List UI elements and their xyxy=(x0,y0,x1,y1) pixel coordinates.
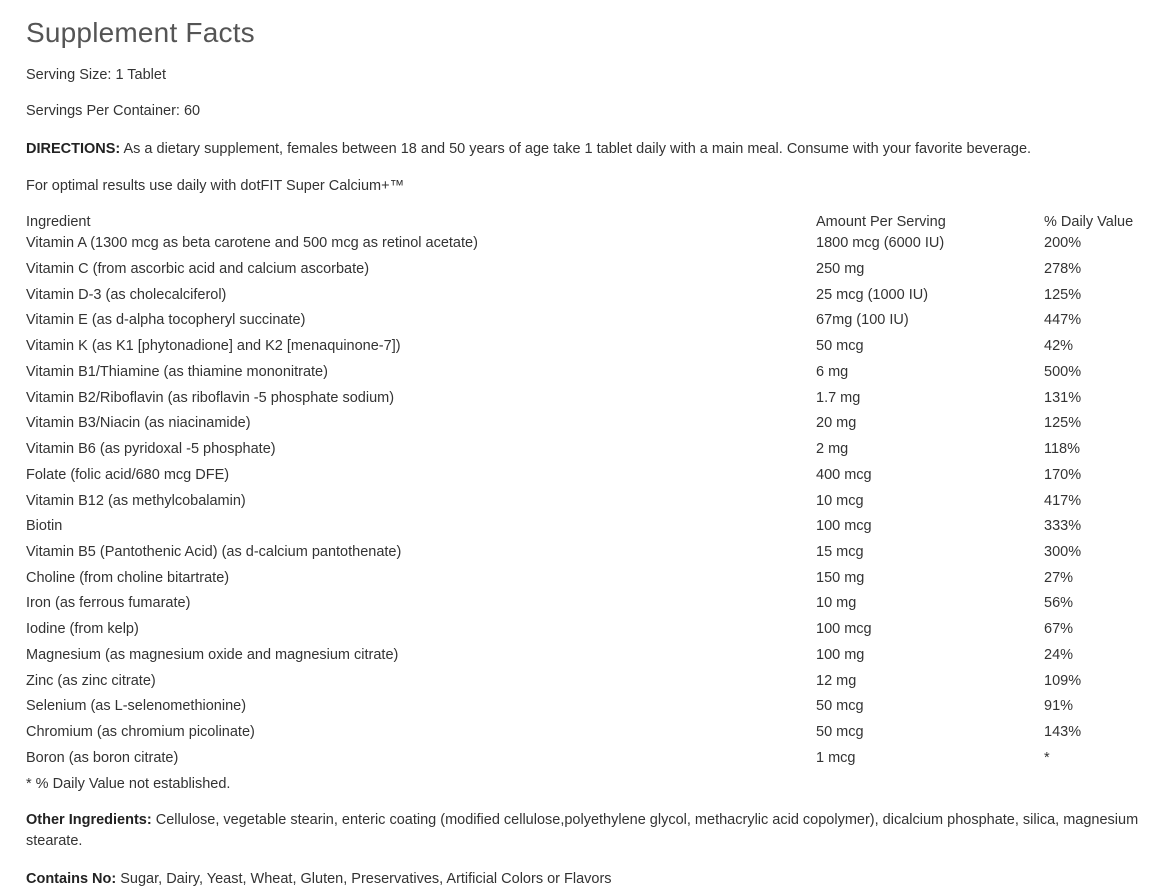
cell-amount: 2 mg xyxy=(816,441,849,458)
daily-value-footnote: * % Daily Value not established. xyxy=(26,776,231,793)
cell-ingredient: Vitamin K (as K1 [phytonadione] and K2 [menaquinone-7]) xyxy=(26,338,401,355)
directions-text: As a dietary supplement, females between 18 and 50 years of age take 1 tablet daily with a main meal. Consume with your favorite beverage. xyxy=(120,140,1032,157)
cell-amount: 6 mg xyxy=(816,363,849,380)
table-row xyxy=(26,519,1150,545)
cell-daily-value: 109% xyxy=(1044,672,1082,689)
table-row xyxy=(26,699,1150,725)
table-header-row xyxy=(26,214,1150,236)
contains-no-line xyxy=(26,869,1150,890)
cell-amount: 100 mcg xyxy=(816,518,872,535)
cell-daily-value: 125% xyxy=(1044,286,1082,303)
table-row xyxy=(26,596,1150,622)
contains-no-text: Sugar, Dairy, Yeast, Wheat, Gluten, Preservatives, Artificial Colors or Flavors xyxy=(116,871,612,888)
cell-daily-value: 118% xyxy=(1044,441,1081,458)
cell-daily-value: 278% xyxy=(1044,261,1082,278)
cell-ingredient: Zinc (as zinc citrate) xyxy=(26,672,156,689)
cell-daily-value: 417% xyxy=(1044,492,1082,509)
table-row xyxy=(26,442,1150,468)
cell-daily-value: * xyxy=(1044,749,1050,766)
cell-amount: 15 mcg xyxy=(816,543,864,560)
table-row xyxy=(26,494,1150,520)
cell-ingredient: Vitamin B2/Riboflavin (as riboflavin -5 phosphate sodium) xyxy=(26,389,395,406)
table-row xyxy=(26,313,1150,339)
cell-amount: 20 mg xyxy=(816,415,857,432)
column-header-daily-value: % Daily Value xyxy=(1044,214,1134,231)
serving-size-line: Serving Size: 1 Tablet xyxy=(26,66,166,83)
servings-per-container-line: Servings Per Container: 60 xyxy=(26,103,201,120)
cell-amount: 10 mg xyxy=(816,595,857,612)
cell-ingredient: Vitamin C (from ascorbic acid and calcium ascorbate) xyxy=(26,261,370,278)
cell-ingredient: Iodine (from kelp) xyxy=(26,621,139,638)
cell-daily-value: 125% xyxy=(1044,415,1082,432)
cell-ingredient: Folate (folic acid/680 mcg DFE) xyxy=(26,466,230,483)
directions-line xyxy=(26,139,1150,159)
cell-amount: 1800 mcg (6000 IU) xyxy=(816,235,945,252)
column-header-amount-per-serving: Amount Per Serving xyxy=(816,214,946,231)
cell-daily-value: 42% xyxy=(1044,338,1074,355)
cell-daily-value: 143% xyxy=(1044,723,1082,740)
cell-daily-value: 200% xyxy=(1044,235,1082,252)
directions-label: DIRECTIONS: xyxy=(26,140,121,157)
table-row xyxy=(26,571,1150,597)
cell-ingredient: Choline (from choline bitartrate) xyxy=(26,569,230,586)
cell-amount: 50 mcg xyxy=(816,338,864,355)
cell-amount: 400 mcg xyxy=(816,466,872,483)
cell-ingredient: Magnesium (as magnesium oxide and magnesium citrate) xyxy=(26,646,399,663)
cell-daily-value: 500% xyxy=(1044,363,1082,380)
cell-amount: 100 mcg xyxy=(816,621,872,638)
cell-ingredient: Vitamin D-3 (as cholecalciferol) xyxy=(26,286,227,303)
table-row xyxy=(26,468,1150,494)
cell-ingredient: Biotin xyxy=(26,518,63,535)
table-row xyxy=(26,391,1150,417)
cell-daily-value: 300% xyxy=(1044,543,1082,560)
cell-ingredient: Chromium (as chromium picolinate) xyxy=(26,723,255,740)
cell-ingredient: Vitamin B6 (as pyridoxal -5 phosphate) xyxy=(26,441,276,458)
cell-ingredient: Vitamin B1/Thiamine (as thiamine mononitrate) xyxy=(26,363,328,380)
cell-daily-value: 24% xyxy=(1044,646,1074,663)
supplement-facts-table xyxy=(26,214,1150,776)
cell-daily-value: 27% xyxy=(1044,569,1074,586)
other-ingredients-line xyxy=(26,810,1146,852)
table-row xyxy=(26,416,1150,442)
table-row xyxy=(26,365,1150,391)
cell-ingredient: Vitamin A (1300 mcg as beta carotene and 500 mcg as retinol acetate) xyxy=(26,235,478,252)
cell-ingredient: Vitamin B5 (Pantothenic Acid) (as d-calcium pantothenate) xyxy=(26,543,402,560)
optimal-results-line: For optimal results use daily with dotFIT Super Calcium+™ xyxy=(26,178,405,195)
cell-amount: 150 mg xyxy=(816,569,865,586)
cell-amount: 67mg (100 IU) xyxy=(816,312,909,329)
cell-amount: 100 mg xyxy=(816,646,865,663)
cell-ingredient: Vitamin E (as d-alpha tocopheryl succinate) xyxy=(26,312,306,329)
cell-daily-value: 447% xyxy=(1044,312,1082,329)
table-row xyxy=(26,339,1150,365)
table-row xyxy=(26,236,1150,262)
cell-amount: 250 mg xyxy=(816,261,865,278)
cell-ingredient: Vitamin B12 (as methylcobalamin) xyxy=(26,492,246,509)
table-row xyxy=(26,262,1150,288)
cell-daily-value: 67% xyxy=(1044,621,1074,638)
cell-amount: 1 mcg xyxy=(816,749,856,766)
cell-amount: 25 mcg (1000 IU) xyxy=(816,286,929,303)
table-row xyxy=(26,288,1150,314)
table-row xyxy=(26,751,1150,777)
page-title: Supplement Facts xyxy=(26,17,255,48)
table-row xyxy=(26,648,1150,674)
table-row xyxy=(26,545,1150,571)
cell-ingredient: Selenium (as L-selenomethionine) xyxy=(26,698,247,715)
cell-amount: 1.7 mg xyxy=(816,389,861,406)
cell-daily-value: 56% xyxy=(1044,595,1074,612)
cell-ingredient: Vitamin B3/Niacin (as niacinamide) xyxy=(26,415,251,432)
contains-no-label: Contains No: xyxy=(26,871,117,888)
cell-amount: 50 mcg xyxy=(816,723,864,740)
table-row xyxy=(26,622,1150,648)
cell-amount: 12 mg xyxy=(816,672,857,689)
cell-amount: 10 mcg xyxy=(816,492,864,509)
cell-amount: 50 mcg xyxy=(816,698,864,715)
table-row xyxy=(26,725,1150,751)
cell-ingredient: Iron (as ferrous fumarate) xyxy=(26,595,191,612)
cell-daily-value: 170% xyxy=(1044,466,1082,483)
other-ingredients-label: Other Ingredients: xyxy=(26,812,152,829)
column-header-ingredient: Ingredient xyxy=(26,214,91,231)
cell-daily-value: 131% xyxy=(1044,389,1082,406)
table-row xyxy=(26,674,1150,700)
other-ingredients-text: Cellulose, vegetable stearin, enteric coating (modified cellulose,polyethylene glycol, methacrylic acid copolymer), dicalcium phosphate, silica, magnesium stearate. xyxy=(26,812,1139,850)
cell-daily-value: 333% xyxy=(1044,518,1082,535)
cell-daily-value: 91% xyxy=(1044,698,1074,715)
cell-ingredient: Boron (as boron citrate) xyxy=(26,749,179,766)
